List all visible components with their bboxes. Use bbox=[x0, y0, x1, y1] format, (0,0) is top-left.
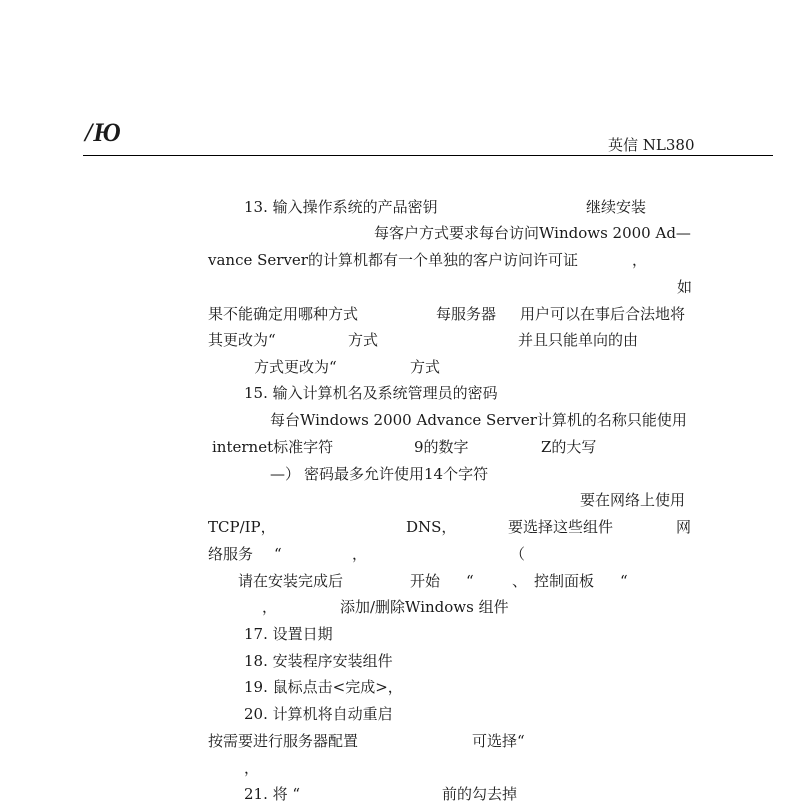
text-line: 按需要进行服务器配置 bbox=[208, 732, 359, 750]
text-line: 密码最多允许使用14个字符 bbox=[304, 465, 489, 483]
text-line: 开始 bbox=[410, 572, 441, 590]
text-line: ， bbox=[244, 759, 260, 777]
text-line: 方式更改为“ bbox=[254, 358, 337, 376]
text-line: （ bbox=[510, 545, 526, 563]
text-line: vance Server的计算机都有一个单独的客户访问许可证 bbox=[208, 251, 578, 269]
header-title: 英信 NL380 bbox=[608, 136, 695, 154]
text-line: 19. 鼠标点击<完成>， bbox=[244, 678, 403, 696]
text-line: “ bbox=[274, 545, 282, 563]
text-line: 果不能确定用哪种方式 bbox=[208, 305, 359, 323]
text-line: “ bbox=[466, 572, 474, 590]
text-line: 如 bbox=[677, 278, 693, 296]
text-line: 继续安装 bbox=[586, 198, 647, 216]
text-line: 13. 输入操作系统的产品密钥 bbox=[244, 198, 438, 216]
text-line: TCP/IP， bbox=[208, 518, 276, 536]
text-line: 网 bbox=[676, 518, 692, 536]
text-line: 每台Windows 2000 Advance Server计算机的名称只能使用 bbox=[270, 411, 687, 429]
text-line: 控制面板 bbox=[534, 572, 595, 590]
text-line: 方式 bbox=[348, 331, 379, 349]
text-line: ， bbox=[632, 251, 648, 269]
text-line: ， bbox=[262, 598, 278, 616]
text-line: 18. 安装程序安装组件 bbox=[244, 652, 393, 670]
text-line: 用户可以在事后合法地将 bbox=[520, 305, 686, 323]
text-line: 15. 输入计算机名及系统管理员的密码 bbox=[244, 384, 498, 402]
text-line: 每服务器 bbox=[436, 305, 497, 323]
text-line: 21. 将 “ bbox=[244, 785, 301, 803]
text-line: 络服务 bbox=[208, 545, 254, 563]
text-line: 要在网络上使用 bbox=[580, 491, 686, 509]
text-line: DNS， bbox=[406, 518, 457, 536]
company-logo: /Ю bbox=[85, 118, 122, 147]
text-line: 20. 计算机将自动重启 bbox=[244, 705, 393, 723]
text-line: internet标准字符 bbox=[212, 438, 334, 456]
text-line: 17. 设置日期 bbox=[244, 625, 333, 643]
text-line: 前的勾去掉 bbox=[442, 785, 518, 803]
text-line: ， bbox=[352, 545, 368, 563]
text-line: 请在安装完成后 bbox=[238, 572, 344, 590]
text-line: 添加/删除Windows 组件 bbox=[340, 598, 509, 616]
text-line: —） bbox=[270, 465, 301, 483]
text-line: 每客户方式要求每台访问Windows 2000 Ad— bbox=[374, 224, 691, 242]
text-line: 9的数字 bbox=[414, 438, 469, 456]
text-line: 并且只能单向的由 bbox=[518, 331, 639, 349]
text-line: 要选择这些组件 bbox=[508, 518, 614, 536]
text-line: 方式 bbox=[410, 358, 441, 376]
text-line: Z的大写 bbox=[541, 438, 597, 456]
text-line: “ bbox=[620, 572, 628, 590]
text-line: 其更改为“ bbox=[208, 331, 276, 349]
header-rule bbox=[83, 155, 773, 156]
text-line: 可选择“ bbox=[472, 732, 525, 750]
text-line: 、 bbox=[512, 572, 528, 590]
